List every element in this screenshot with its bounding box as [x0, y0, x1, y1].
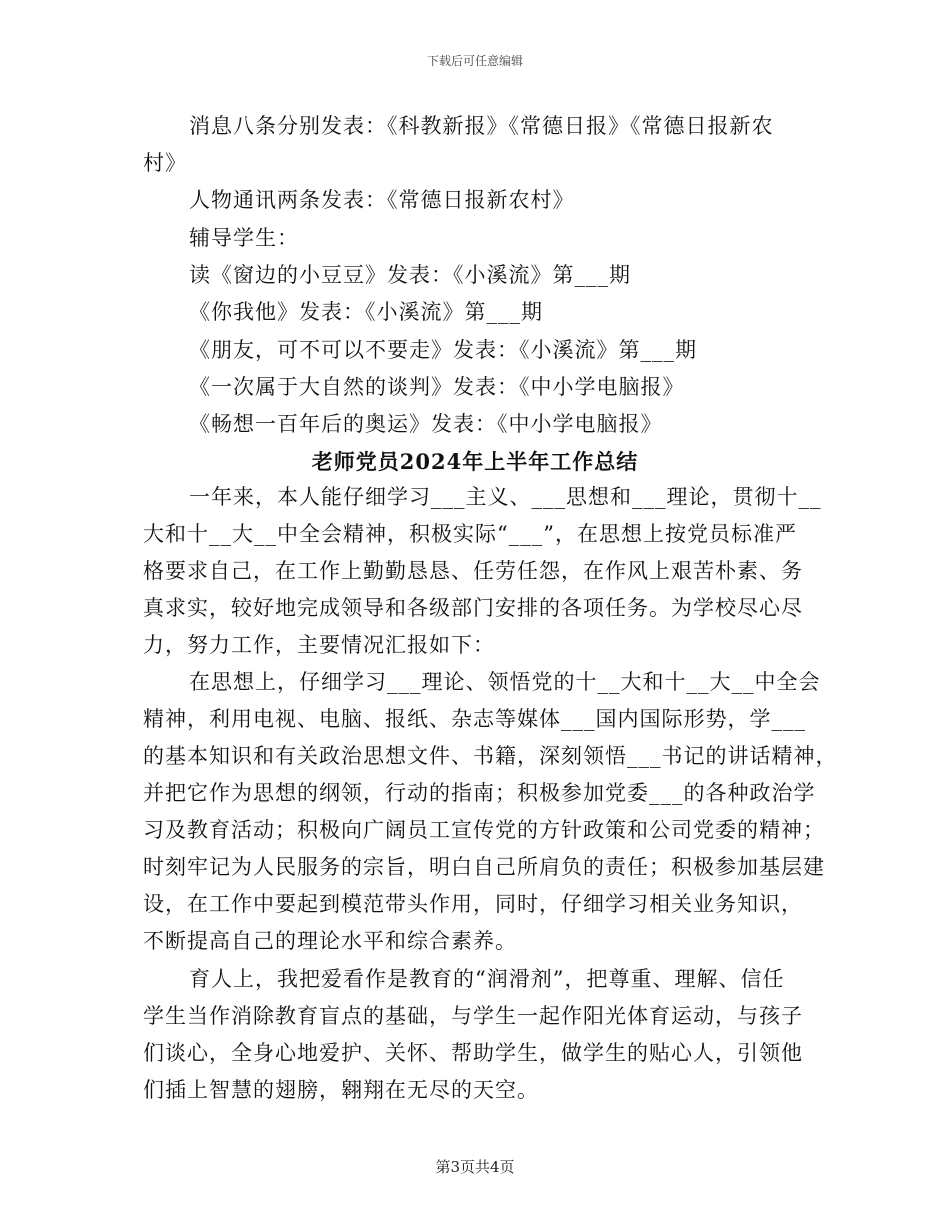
body-line: 习及教育活动；积极向广阔员工宣传党的方针政策和公司党委的精神； [143, 818, 825, 842]
body-line: 们插上智慧的翅膀，翱翔在无尽的天空。 [143, 1078, 539, 1102]
body-line: 在思想上，仔细学习___理论、领悟党的十__大和十__大__中全会 [189, 670, 821, 694]
body-line: 时刻牢记为人民服务的宗旨，明白自己所肩负的责任；积极参加基层建 [143, 855, 825, 879]
body-line: 育人上，我把爱看作是教育的“润滑剂”，把尊重、理解、信任 [189, 967, 785, 991]
body-line: 格要求自己，在工作上勤勤恳恳、任劳任怨，在作风上艰苦朴素、务 [143, 559, 803, 583]
body-line: 一年来，本人能仔细学习___主义、___思想和___理论，贯彻十__ [189, 485, 822, 509]
page-number: 第3页共4页 [435, 1158, 515, 1176]
body-line: 真求实，较好地完成领导和各级部门安排的各项任务。为学校尽心尽 [143, 596, 803, 620]
page-header: 下载后可任意编辑 [426, 54, 523, 68]
body-line: 学生当作消除教育盲点的基础，与学生一起作阳光体育运动，与孩子 [143, 1004, 803, 1028]
body-line: 精神，利用电视、电脑、报纸、杂志等媒体___国内国际形势，学___ [143, 707, 806, 731]
publication-line: 《畅想一百年后的奥运》发表：《中小学电脑报》 [189, 412, 663, 436]
publication-line: 读《窗边的小豆豆》发表：《小溪流》第___期 [189, 263, 631, 287]
body-line: 设，在工作中要起到模范带头作用，同时，仔细学习相关业务知识， [143, 892, 803, 916]
publication-line: 人物通讯两条发表：《常德日报新农村》 [189, 188, 575, 212]
publication-line: 《朋友，可不可以不要走》发表：《小溪流》第___期 [189, 338, 697, 362]
publication-line: 村》 [143, 151, 187, 175]
document-title: 老师党员2024年上半年工作总结 [311, 449, 639, 474]
publication-line: 《你我他》发表：《小溪流》第___期 [189, 300, 543, 324]
body-line: 不断提高自己的理论水平和综合素养。 [143, 929, 517, 953]
body-line: 大和十__大__中全会精神，积极实际“___”，在思想上按党员标准严 [143, 522, 797, 546]
publication-line: 《一次属于大自然的谈判》发表：《中小学电脑报》 [189, 375, 685, 399]
body-line: 们谈心，全身心地爱护、关怀、帮助学生，做学生的贴心人，引领他 [143, 1041, 803, 1065]
publication-line: 辅导学生： [189, 226, 299, 250]
body-line: 并把它作为思想的纲领，行动的指南；积极参加党委___的各种政治学 [143, 781, 816, 805]
body-line: 的基本知识和有关政治思想文件、书籍，深刻领悟___书记的讲话精神， [143, 744, 838, 768]
body-line: 力，努力工作，主要情况汇报如下： [143, 633, 495, 657]
publication-line: 消息八条分别发表：《科教新报》《常德日报》《常德日报新农 [189, 114, 774, 138]
